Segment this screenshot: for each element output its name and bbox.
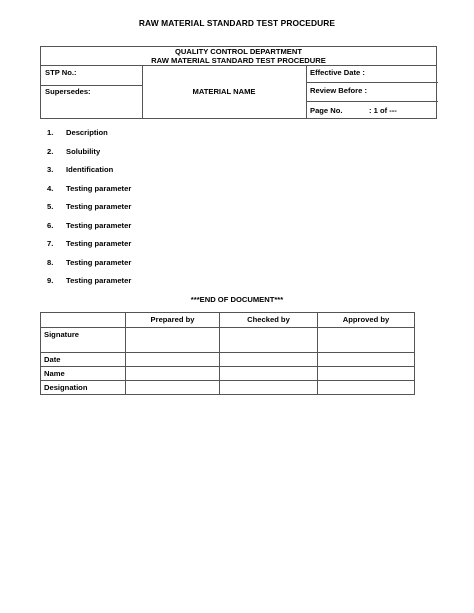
table-cell — [220, 353, 318, 367]
list-item-number: 4. — [47, 183, 54, 193]
list-item-number: 9. — [47, 276, 54, 285]
list-item-label: Testing parameter — [66, 239, 132, 248]
document-title: RAW MATERIAL STANDARD TEST PROCEDURE — [138, 18, 336, 28]
page-no-label: Page No. — [310, 106, 343, 115]
stp-no-label: STP No.: — [45, 68, 77, 77]
list-item-label: Identification — [66, 165, 114, 174]
table-cell — [126, 328, 220, 353]
table-row — [41, 328, 415, 353]
table-header-checked-by: Checked by — [220, 313, 318, 328]
table-cell — [318, 381, 415, 395]
list-item-number: 5. — [47, 202, 54, 211]
list-item-label: Testing parameter — [66, 183, 132, 193]
row-label-designation: Designation — [41, 381, 126, 395]
table-cell — [318, 328, 415, 353]
header-row-line-right-2 — [306, 101, 438, 102]
row-label-name: Name — [41, 367, 126, 381]
table-row — [41, 353, 415, 367]
table-header-prepared-by: Prepared by — [126, 313, 220, 328]
list-item-number: 1. — [47, 128, 54, 137]
table-header-approved-by: Approved by — [318, 313, 415, 328]
header-block — [40, 46, 437, 119]
table-header-row — [41, 313, 415, 328]
department-banner — [41, 47, 436, 66]
header-row-line-right-1 — [306, 82, 438, 83]
list-item-number: 7. — [47, 239, 54, 248]
table-row — [41, 381, 415, 395]
list-item-label: Testing parameter — [66, 220, 132, 230]
end-of-document: ***END OF DOCUMENT*** — [190, 295, 284, 304]
list-item-number: 3. — [47, 165, 54, 174]
table-row — [41, 367, 415, 381]
table-cell — [220, 367, 318, 381]
table-cell — [220, 328, 318, 353]
supersedes-label: Supersedes: — [45, 87, 91, 96]
table-cell — [126, 381, 220, 395]
list-item-label: Testing parameter — [66, 257, 132, 267]
table-cell — [126, 353, 220, 367]
list-item-number: 6. — [47, 220, 54, 230]
row-label-signature: Signature — [41, 328, 126, 353]
department-name: QUALITY CONTROL DEPARTMENT — [175, 47, 302, 56]
table-cell — [318, 367, 415, 381]
table-header-cell — [41, 313, 126, 328]
procedure-name: RAW MATERIAL STANDARD TEST PROCEDURE — [151, 55, 326, 65]
list-item-label: Solubility — [66, 146, 101, 156]
row-label-date: Date — [41, 353, 126, 367]
review-before-label: Review Before : — [310, 86, 367, 95]
list-item-number: 8. — [47, 257, 54, 267]
table-cell — [220, 381, 318, 395]
list-item-number: 2. — [47, 146, 54, 156]
page-no-value: : 1 of --- — [369, 106, 397, 115]
header-divider-right — [306, 66, 307, 118]
list-item-label: Testing parameter — [66, 276, 132, 285]
table-cell — [318, 353, 415, 367]
list-item-label: Description — [66, 128, 108, 137]
table-cell — [126, 367, 220, 381]
signature-table — [40, 312, 415, 395]
material-name: MATERIAL NAME — [192, 87, 256, 96]
effective-date-label: Effective Date : — [310, 68, 365, 77]
header-row-line-left — [41, 85, 142, 86]
list-item-label: Testing parameter — [66, 202, 132, 211]
